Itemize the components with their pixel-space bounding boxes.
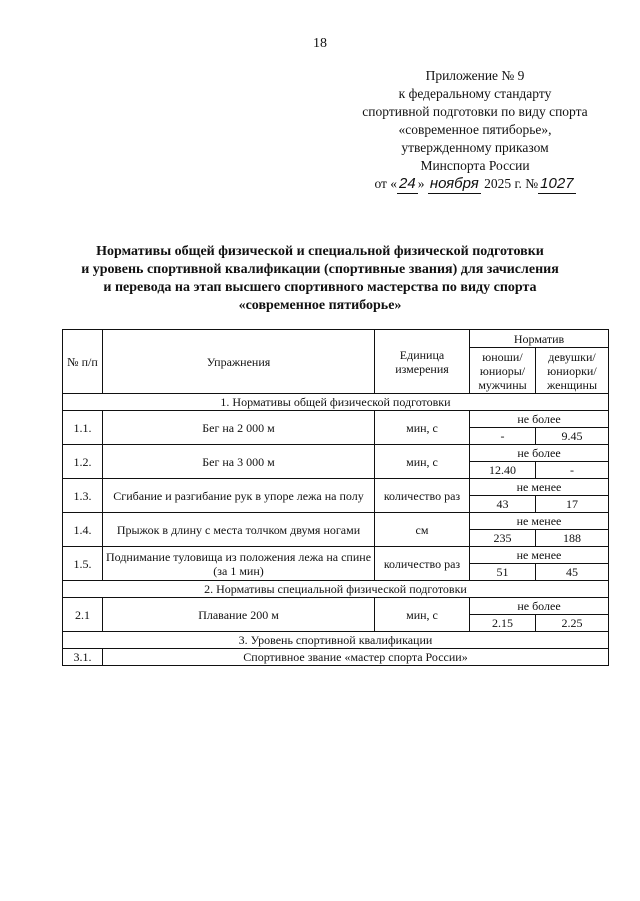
row-female-value: -	[536, 462, 609, 479]
table-header-row	[63, 330, 609, 348]
title-line: «современное пятиборье»	[238, 298, 402, 313]
table-row	[63, 598, 609, 615]
appendix-line: Минспорта России	[420, 158, 530, 173]
handwritten-order-number: 1027	[540, 175, 574, 192]
header-female: девушки/ юниорки/ женщины	[536, 348, 609, 394]
row-unit: мин, с	[375, 598, 470, 632]
title-line: и уровень спортивной квалификации (спортивные звания) для зачисления	[81, 262, 559, 277]
row-num: 2.1	[63, 598, 103, 632]
section-title: 1. Нормативы общей физической подготовки	[63, 394, 609, 411]
document-title	[20, 243, 620, 315]
row-num: 1.4.	[63, 513, 103, 547]
row-exercise: Бег на 3 000 м	[103, 445, 375, 479]
appendix-line: «современное пятиборье»,	[398, 122, 552, 137]
date-prefix: от «	[374, 176, 398, 191]
row-num: 1.3.	[63, 479, 103, 513]
row-condition: не менее	[470, 479, 609, 496]
row-female-value: 17	[536, 496, 609, 513]
row-num: 1.5.	[63, 547, 103, 581]
row-unit: мин, с	[375, 411, 470, 445]
section-row	[63, 581, 609, 598]
table-row	[63, 411, 609, 428]
row-female-value: 188	[536, 530, 609, 547]
handwritten-day: 24	[399, 175, 416, 192]
row-exercise: Бег на 2 000 м	[103, 411, 375, 445]
row-condition: не более	[470, 411, 609, 428]
row-unit: количество раз	[375, 547, 470, 581]
appendix-block	[330, 67, 620, 194]
date-quote: »	[417, 176, 425, 191]
row-male-value: 12.40	[470, 462, 536, 479]
page-number: 18	[313, 36, 327, 51]
table-row	[63, 649, 609, 666]
row-female-value: 9.45	[536, 428, 609, 445]
title-line: Нормативы общей физической и специальной физической подготовки	[96, 244, 544, 259]
row-unit: количество раз	[375, 479, 470, 513]
handwritten-month: ноября	[429, 175, 479, 192]
header-num: № п/п	[63, 330, 103, 394]
row-condition: не менее	[470, 513, 609, 530]
header-male: юноши/ юниоры/ мужчины	[470, 348, 536, 394]
row-condition: не менее	[470, 547, 609, 564]
appendix-line: к федеральному стандарту	[398, 86, 552, 101]
table-row	[63, 479, 609, 496]
norms-table	[62, 329, 609, 666]
row-exercise: Плавание 200 м	[103, 598, 375, 632]
row-unit: мин, с	[375, 445, 470, 479]
row-male-value: 43	[470, 496, 536, 513]
section-row	[63, 394, 609, 411]
table-row	[63, 547, 609, 564]
row-qualification: Спортивное звание «мастер спорта России»	[103, 649, 609, 666]
row-exercise: Прыжок в длину с места толчком двумя ногами	[103, 513, 375, 547]
row-female-value: 45	[536, 564, 609, 581]
table-row	[63, 445, 609, 462]
row-exercise: Поднимание туловища из положения лежа на спине (за 1 мин)	[103, 547, 375, 581]
date-year: 2025 г. №	[484, 176, 539, 191]
title-line: и перевода на этап высшего спортивного мастерства по виду спорта	[103, 280, 537, 295]
row-male-value: 51	[470, 564, 536, 581]
row-female-value: 2.25	[536, 615, 609, 632]
appendix-title: Приложение № 9	[425, 68, 525, 83]
row-num: 3.1.	[63, 649, 103, 666]
appendix-line: утвержденному приказом	[401, 140, 549, 155]
row-num: 1.1.	[63, 411, 103, 445]
row-male-value: -	[470, 428, 536, 445]
row-male-value: 2.15	[470, 615, 536, 632]
table-row	[63, 513, 609, 530]
row-exercise: Сгибание и разгибание рук в упоре лежа на полу	[103, 479, 375, 513]
row-condition: не более	[470, 598, 609, 615]
section-title: 3. Уровень спортивной квалификации	[63, 632, 609, 649]
row-condition: не более	[470, 445, 609, 462]
order-date-line	[330, 175, 620, 194]
header-norm: Норматив	[470, 330, 609, 348]
row-unit: см	[375, 513, 470, 547]
section-row	[63, 632, 609, 649]
appendix-line: спортивной подготовки по виду спорта	[362, 104, 588, 119]
header-exercise: Упражнения	[103, 330, 375, 394]
row-male-value: 235	[470, 530, 536, 547]
row-num: 1.2.	[63, 445, 103, 479]
section-title: 2. Нормативы специальной физической подготовки	[63, 581, 609, 598]
header-unit: Единица измерения	[375, 330, 470, 394]
